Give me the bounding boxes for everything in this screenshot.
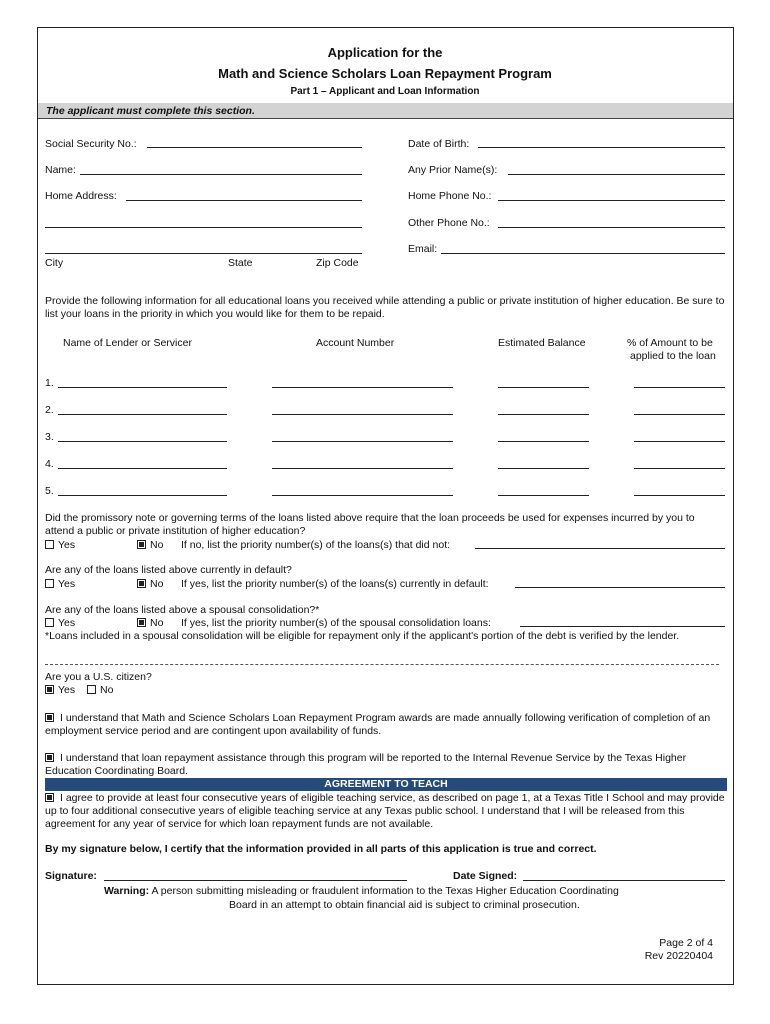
q1-yes-checkbox[interactable] [45,540,54,549]
home-phone-field[interactable] [498,200,725,201]
q2-text: Are any of the loans listed above currently in default? [45,564,292,576]
q2-follow-label: If yes, list the priority number(s) of the loans(s) currently in default: [181,578,489,590]
name-label: Name: [45,164,76,176]
q4-no-label: No [100,684,114,696]
loan-account-field[interactable] [272,468,453,469]
q3-no-option[interactable] [137,617,163,629]
dob-label: Date of Birth: [408,138,470,150]
loan-balance-field[interactable] [498,468,589,469]
section-note-bar [38,103,733,119]
form-title-line2: Math and Science Scholars Loan Repayment Program [218,66,552,81]
q1-follow-label: If no, list the priority number(s) of the loans(s) that did not: [181,539,451,551]
col-account-header: Account Number [316,337,395,349]
loan-percent-field[interactable] [634,414,725,415]
q2-follow-field[interactable] [515,587,725,588]
date-signed-field[interactable] [523,880,725,881]
q4-no-option[interactable] [87,684,113,696]
warning-line-2: Board in an attempt to obtain financial aid is subject to criminal prosecution. [229,899,580,911]
city-caption: City [45,257,64,269]
state-caption: State [228,257,253,269]
form-title-line1: Application for the [327,45,443,60]
loan-row-number: 4. [45,458,54,470]
q3-note: *Loans included in a spousal consolidation will be eligible for repayment only if the applicant's portion of the debt is verified by the lender. [45,630,680,642]
q4-text: Are you a U.S. citizen? [45,671,152,683]
email-label: Email: [408,243,438,255]
q1-no-checkbox[interactable] [137,540,146,549]
q2-no-checkbox[interactable] [137,579,146,588]
home-address-label: Home Address: [45,190,117,202]
q3-no-label: No [150,617,164,629]
q2-no-option[interactable] [137,578,163,590]
loan-lender-field[interactable] [58,441,227,442]
revision-number: Rev 20220404 [644,950,713,962]
home-address-field[interactable] [126,200,362,201]
q1-yes-label: Yes [58,539,76,551]
ack2-text: I understand that loan repayment assistance through this program will be reported to the Internal Revenue Service by the Texas Higher Education Coordinating Board. [45,752,687,777]
q3-follow-label: If yes, list the priority number(s) of the spousal consolidation loans: [181,617,491,629]
page-number: Page 2 of 4 [659,937,713,949]
signature-label: Signature: [45,870,97,882]
q3-no-checkbox[interactable] [137,618,146,627]
loan-percent-field[interactable] [634,387,725,388]
loans-intro: Provide the following information for all educational loans you received while attending a public or private institution of higher education. Be sure to list your loans in the priority in which you would like for them to be repaid. [45,295,725,320]
agreement-checkbox[interactable] [45,793,54,802]
q2-yes-option[interactable] [45,578,75,590]
home-phone-label: Home Phone No.: [408,190,492,202]
col-balance-header: Estimated Balance [498,337,586,349]
prior-names-field[interactable] [508,174,725,175]
q1-follow-field[interactable] [475,548,725,549]
q3-yes-checkbox[interactable] [45,618,54,627]
col-percent-header-1: % of Amount to be [627,337,713,349]
loan-row-number: 3. [45,431,54,443]
other-phone-field[interactable] [498,227,725,228]
ack1-paragraph [45,712,725,738]
ack1-text: I understand that Math and Science Scholars Loan Repayment Program awards are made annually following verification of completion of an employment service period and are contingent upon availability of funds. [45,712,711,737]
loan-lender-field[interactable] [58,387,227,388]
ssn-field[interactable] [147,147,362,148]
q3-text: Are any of the loans listed above a spousal consolidation?* [45,604,320,616]
loan-row-number: 5. [45,485,54,497]
q2-yes-checkbox[interactable] [45,579,54,588]
q3-yes-option[interactable] [45,617,75,629]
section-divider [45,664,719,665]
warning-text-1: A person submitting misleading or fraudulent information to the Texas Higher Education Coordinating [151,885,619,897]
loan-balance-field[interactable] [498,441,589,442]
other-phone-label: Other Phone No.: [408,217,490,229]
q4-no-checkbox[interactable] [87,685,96,694]
email-field[interactable] [441,253,725,254]
zip-caption: Zip Code [316,257,359,269]
q1-no-label: No [150,539,164,551]
loan-row-number: 2. [45,404,54,416]
signature-field[interactable] [104,880,407,881]
q3-follow-field[interactable] [520,626,725,627]
col-percent-header-2: applied to the loan [630,350,716,362]
q4-yes-option[interactable] [45,684,75,696]
q4-yes-label: Yes [58,684,76,696]
city-state-zip-field[interactable] [45,253,362,254]
date-signed-label: Date Signed: [453,870,518,882]
loan-account-field[interactable] [272,387,453,388]
q1-yes-option[interactable] [45,539,75,551]
name-field[interactable] [80,174,362,175]
dob-field[interactable] [478,147,725,148]
loan-lender-field[interactable] [58,414,227,415]
certification-statement: By my signature below, I certify that the information provided in all parts of this application is true and correct. [45,843,597,855]
q1-no-option[interactable] [137,539,163,551]
q3-yes-label: Yes [58,617,76,629]
loan-percent-field[interactable] [634,495,725,496]
loan-balance-field[interactable] [498,387,589,388]
loan-percent-field[interactable] [634,468,725,469]
q2-yes-label: Yes [58,578,76,590]
loan-account-field[interactable] [272,414,453,415]
loan-balance-field[interactable] [498,495,589,496]
form-border [37,27,734,985]
q2-no-label: No [150,578,164,590]
ssn-label: Social Security No.: [45,138,137,150]
warning-line-1 [104,885,619,897]
section-note: The applicant must complete this section. [46,105,255,117]
agreement-paragraph [45,792,725,831]
loan-balance-field[interactable] [498,414,589,415]
part-label: Part 1 – Applicant and Loan Information [290,86,480,97]
ack2-checkbox[interactable] [45,753,54,762]
col-lender-header: Name of Lender or Servicer [63,337,192,349]
agreement-text: I agree to provide at least four consecutive years of eligible teaching service, as described on page 1, at a Texas Title I School and may provide up to four additional consecutive years of eligible teaching service at any Texas public school. I understand that I will be released from this agreement for any year of service for which loan repayment funds are not available. [45,792,725,830]
ack2-paragraph [45,752,725,778]
loan-account-field[interactable] [272,441,453,442]
warning-label: Warning: [104,885,150,897]
q1-text: Did the promissory note or governing terms of the loans listed above require that the loan proceeds be used for expenses incurred by you to attend a public or private institution of higher education? [45,512,695,537]
ack1-checkbox[interactable] [45,713,54,722]
loan-percent-field[interactable] [634,441,725,442]
agreement-heading: AGREEMENT TO TEACH [45,778,727,791]
loan-lender-field[interactable] [58,495,227,496]
prior-names-label: Any Prior Name(s): [408,164,498,176]
loan-row-number: 1. [45,377,54,389]
loan-lender-field[interactable] [58,468,227,469]
address-line-2-field[interactable] [45,227,362,228]
q4-yes-checkbox[interactable] [45,685,54,694]
loan-account-field[interactable] [272,495,453,496]
